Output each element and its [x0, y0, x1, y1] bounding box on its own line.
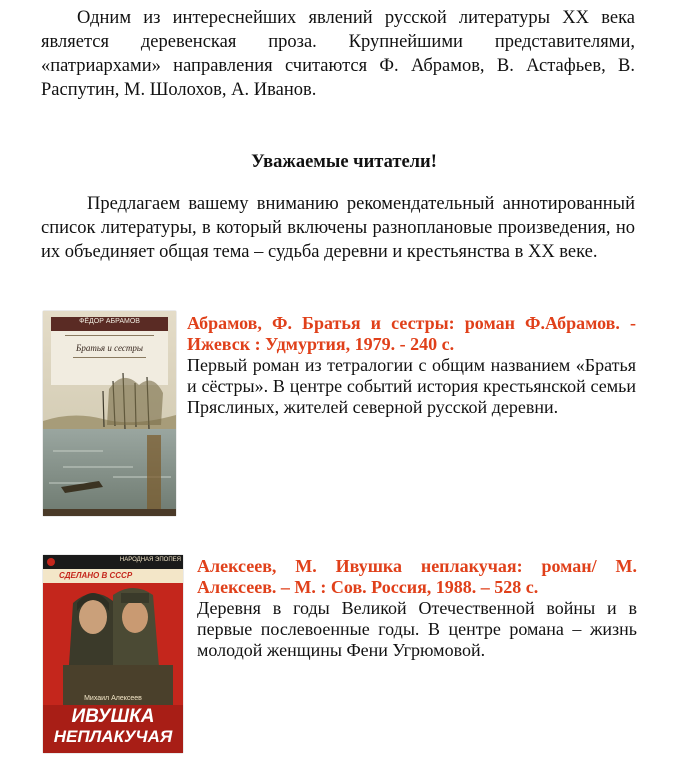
- book-description: Деревня в годы Великой Отечественной войны и в первые послевоенные годы. В центре романа – жизнь молодой женщины Фени Угрюмовой.: [197, 598, 637, 660]
- book-title: Алексеев, М. Ивушка неплакучая: роман/ М. Алексеев. – М. : Сов. Россия, 1988. – 528 с.: [197, 556, 637, 597]
- cover-author-alekseev: Михаил Алексеев: [84, 695, 142, 702]
- readers-heading: Уважаемые читатели!: [251, 152, 437, 172]
- lead-paragraph: Предлагаем вашему вниманию рекомендательный аннотированный список литературы, в который включены разноплановые произведения, но их объединяет общая тема – судьба деревни и крестьянства в XX веке.: [41, 194, 635, 262]
- cover-series-alekseev: НАРОДНАЯ ЭПОПЕЯ: [119, 557, 181, 563]
- book-cover-abramov: [43, 311, 176, 516]
- book-description: Первый роман из тетралогии с общим названием «Братья и сёстры». В центре событий история крестьянской семьи Пряслиных, жителей северной русской деревни.: [187, 355, 636, 417]
- cover-badge-alekseev: СДЕЛАНО В СССР: [59, 571, 133, 580]
- cover-title-line2-alekseev: НЕПЛАКУЧАЯ: [53, 727, 173, 746]
- book-entry-alekseev: [197, 556, 637, 661]
- cover-title-abramov: Братья и сестры: [76, 343, 143, 353]
- book-cover-alekseev: [43, 555, 183, 753]
- book-entry-abramov: [187, 313, 636, 418]
- intro-paragraph: Одним из интереснейших явлений русской литературы XX века является деревенская проза. Крупнейшими представителями, «патриархами» направления считаются Ф. Абрамов, В. Астафьев, В. Распутин, М. Шолохов, А. Иванов.: [41, 8, 635, 100]
- cover-author-abramov: ФЁДОР АБРАМОВ: [79, 318, 140, 325]
- book-title: Абрамов, Ф. Братья и сестры: роман Ф.Абрамов. - Ижевск : Удмуртия, 1979. - 240 с.: [187, 313, 636, 354]
- cover-image-abramov: [43, 311, 176, 516]
- cover-title-line1-alekseev: ИВУШКА: [71, 706, 155, 727]
